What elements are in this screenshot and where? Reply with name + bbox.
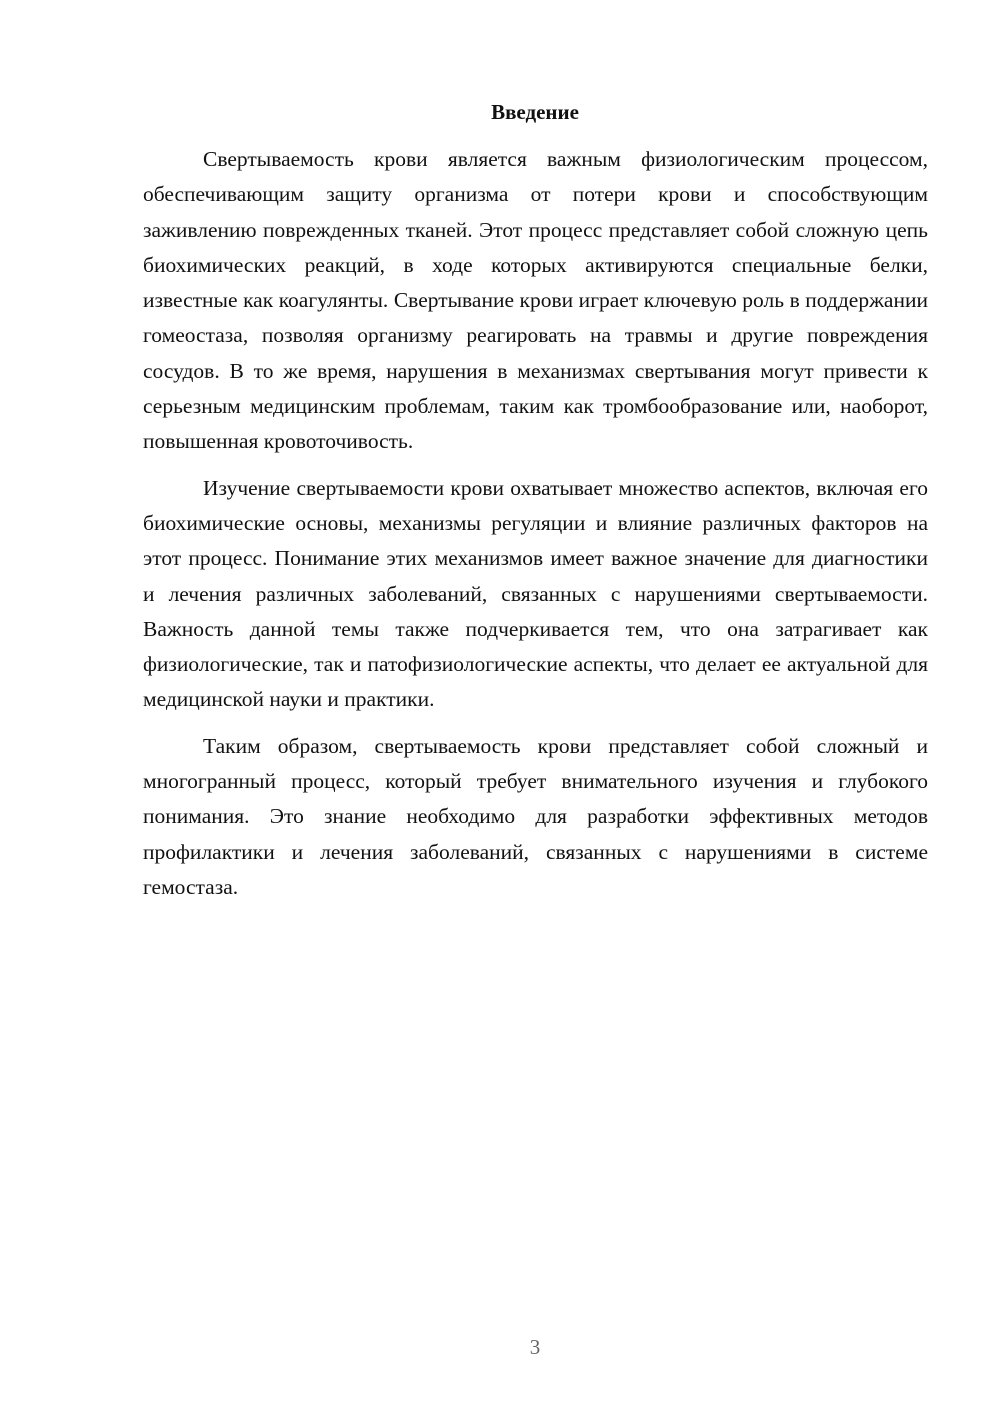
paragraph-1: Свертываемость крови является важным физиологическим процессом, обеспечивающим защиту организма от потери крови и способствующим заживлению поврежденных тканей. Этот процесс представляет собой сложную цепь биохимических реакций, в ходе которых активируются специальные белки, известные как коагулянты. Свертывание крови играет ключевую роль в поддержании гомеостаза, позволяя организму реагировать на травмы и другие повреждения сосудов. В то же время, нарушения в механизмах свертывания могут привести к серьезным медицинским проблемам, таким как тромбообразование или, наоборот, повышенная кровоточивость.: [143, 147, 928, 454]
page-number: 3: [529, 1335, 541, 1359]
section-heading: Введение: [491, 100, 579, 124]
paragraph-3: Таким образом, свертываемость крови представляет собой сложный и многогранный процесс, который требует внимательного изучения и глубокого понимания. Это знание необходимо для разработки эффективных методов профилактики и лечения заболеваний, связанных с нарушениями в системе гемостаза.: [143, 733, 928, 899]
body-text: [143, 142, 928, 905]
paragraph-2: Изучение свертываемости крови охватывает множество аспектов, включая его биохимические основы, механизмы регуляции и влияние различных факторов на этот процесс. Понимание этих механизмов имеет важное значение для диагностики и лечения различных заболеваний, связанных с нарушениями свертываемости. Важность данной темы также подчеркивается тем, что она затрагивает как физиологические, так и патофизиологические аспекты, что делает ее актуальной для медицинской науки и практики.: [143, 475, 928, 712]
